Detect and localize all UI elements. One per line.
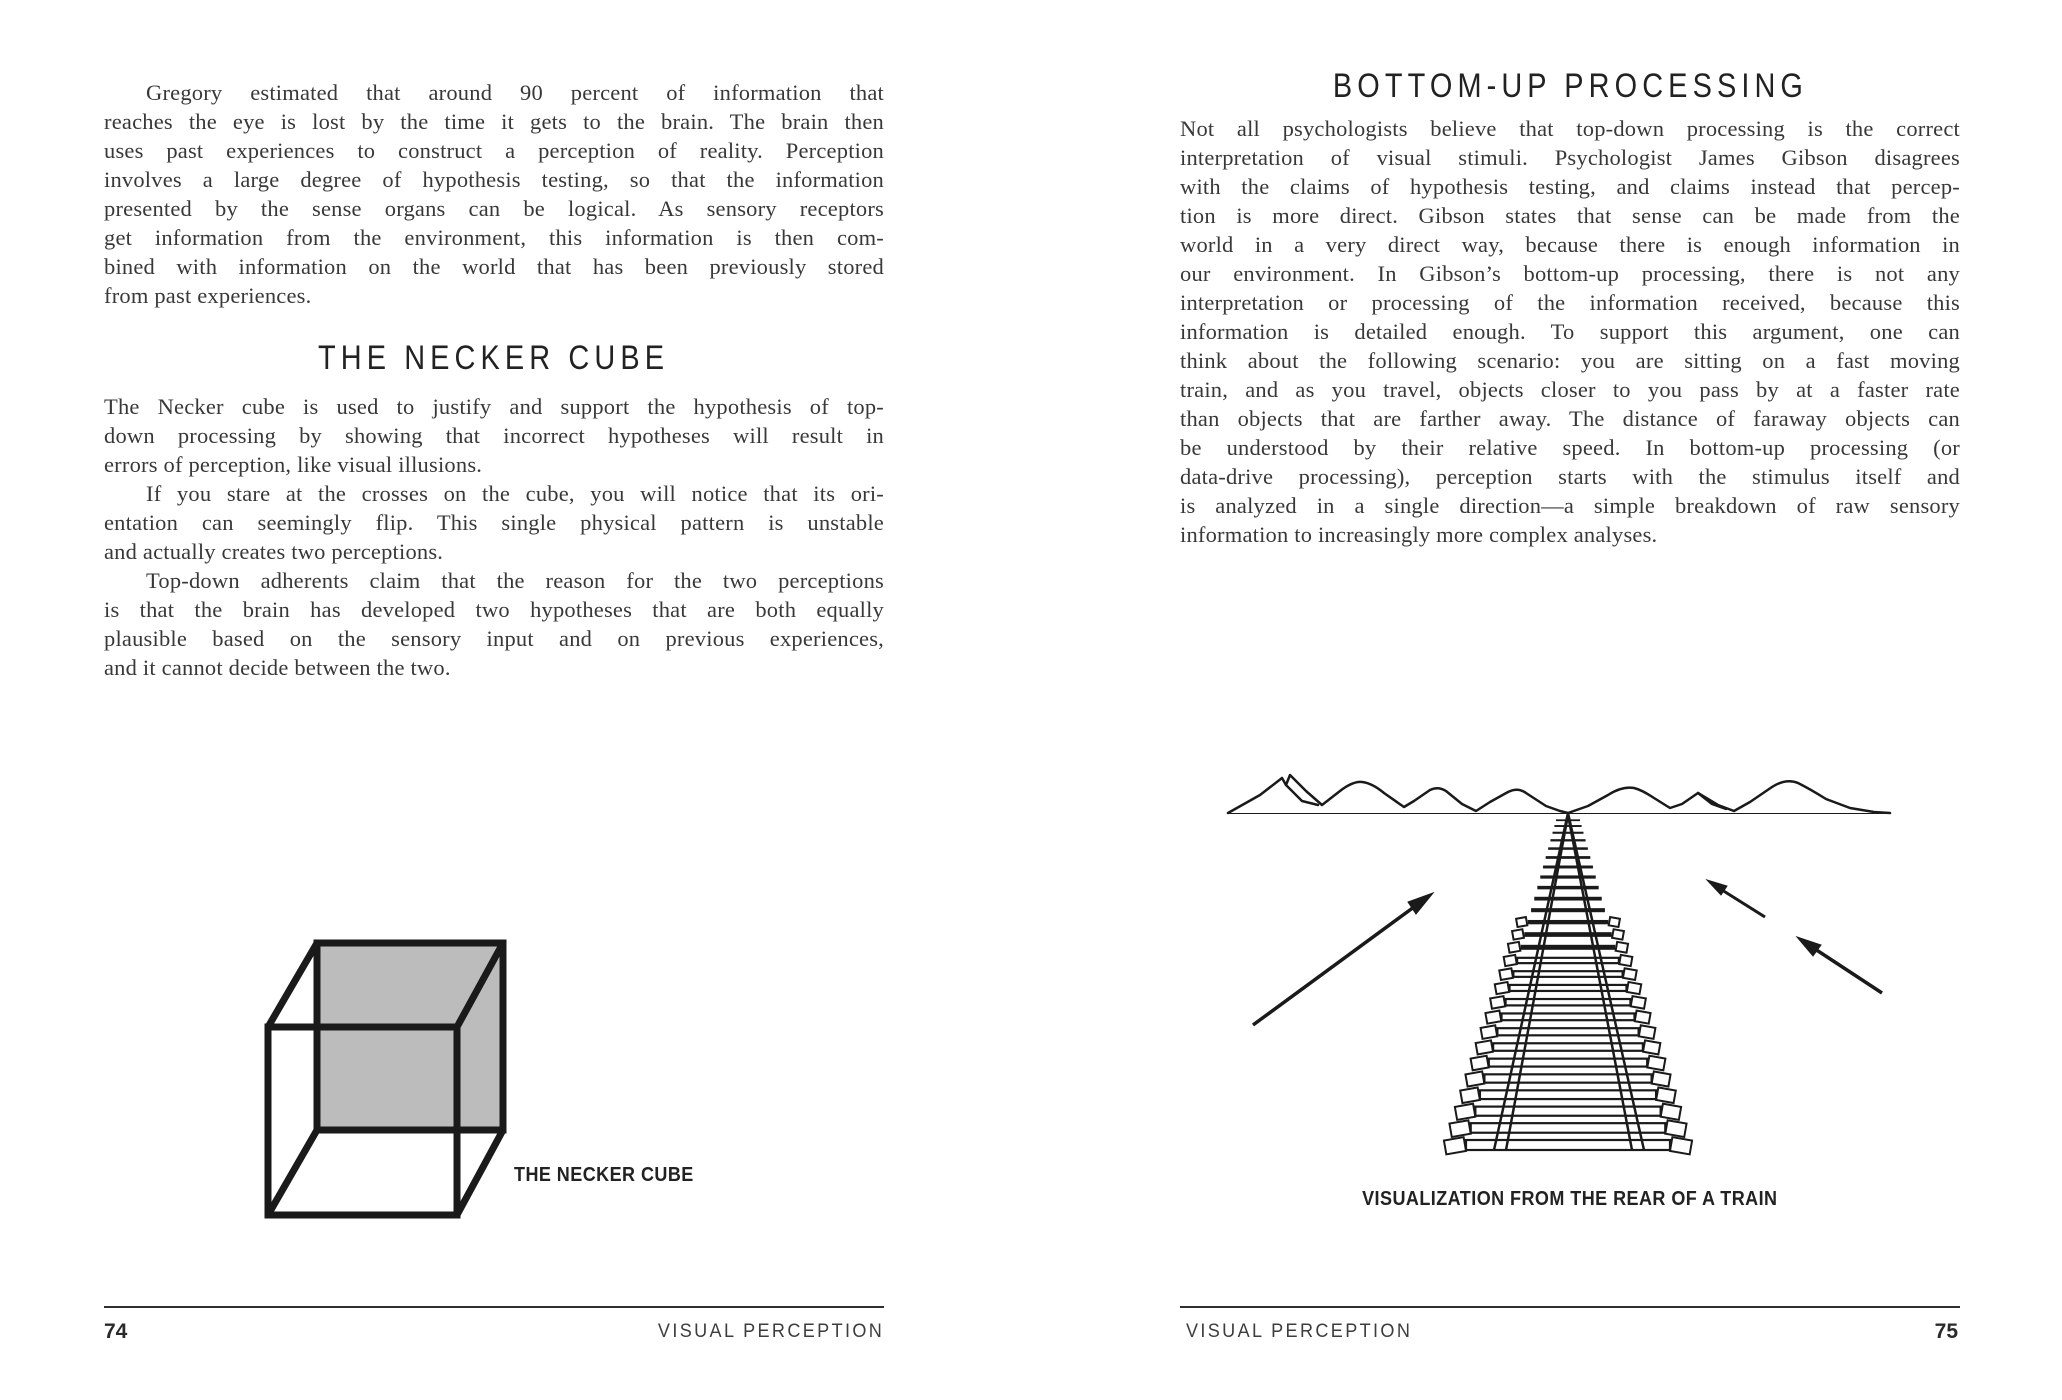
section-heading: THE NECKER CUBE (318, 339, 670, 377)
figure-caption: VISUALIZATION FROM THE REAR OF A TRAIN (1362, 1188, 1778, 1210)
text-line: uses past experiences to construct a perception of reality. Perception (104, 138, 884, 163)
text-line: from past experiences. (104, 283, 312, 308)
text-line: involves a large degree of hypothesis testing, so that the information (104, 167, 884, 192)
mountains-left (1228, 775, 1568, 813)
text-line: interpretation of visual stimuli. Psychologist James Gibson disagrees (1180, 145, 1960, 170)
text-line: Gregory estimated that around 90 percent of information that (146, 80, 884, 105)
footer-rule (1180, 1306, 1960, 1308)
text-line: is that the brain has developed two hypotheses that are both equally (104, 597, 884, 622)
text-line: Top-down adherents claim that the reason for the two perceptions (146, 568, 884, 593)
necker-cube-figure (260, 935, 525, 1227)
arrow-left (1253, 893, 1433, 1025)
footer-rule (104, 1306, 884, 1308)
text-line: information is detailed enough. To support this argument, one can (1180, 319, 1960, 344)
text-line: errors of perception, like visual illusions. (104, 452, 483, 477)
text-line: than objects that are farther away. The distance of faraway objects can (1180, 406, 1960, 431)
text-line: train, and as you travel, objects closer to you pass by at a faster rate (1180, 377, 1960, 402)
text-line: reaches the eye is lost by the time it gets to the brain. The brain then (104, 109, 884, 134)
running-head: VISUAL PERCEPTION (657, 1321, 884, 1342)
text-line: with the claims of hypothesis testing, and claims instead that percep- (1180, 174, 1960, 199)
text-line: think about the following scenario: you are sitting on a fast moving (1180, 348, 1960, 373)
train-track-figure (1190, 760, 1910, 1160)
text-line: and actually creates two perceptions. (104, 539, 444, 564)
text-line: entation can seemingly flip. This single physical pattern is unstable (104, 510, 884, 535)
paragraph (104, 566, 884, 682)
figure-caption: THE NECKER CUBE (514, 1164, 694, 1186)
text-line: The Necker cube is used to justify and support the hypothesis of top- (104, 394, 884, 419)
running-head: VISUAL PERCEPTION (1185, 1321, 1413, 1342)
railroad-ties (1444, 819, 1692, 1154)
paragraph (104, 78, 884, 310)
text-line: Not all psychologists believe that top-down processing is the correct (1180, 116, 1960, 141)
text-line: presented by the sense organs can be logical. As sensory receptors (104, 196, 884, 221)
text-line: information to increasingly more complex analyses. (1180, 522, 1658, 547)
section-heading: BOTTOM-UP PROCESSING (1332, 67, 1808, 105)
paragraph (104, 392, 884, 479)
text-line: get information from the environment, this information is then com- (104, 225, 884, 250)
text-line: world in a very direct way, because there is enough information in (1180, 232, 1960, 257)
text-line: and it cannot decide between the two. (104, 655, 451, 680)
arrow-right-lower (1797, 937, 1882, 993)
text-line: our environment. In Gibson’s bottom-up processing, there is not any (1180, 261, 1960, 286)
text-line: bined with information on the world that has been previously stored (104, 254, 884, 279)
text-line: is analyzed in a single direction—a simple breakdown of raw sensory (1180, 493, 1960, 518)
cube-back-face (317, 943, 503, 1130)
arrow-right-upper (1707, 880, 1765, 917)
text-line: data-drive processing), perception starts with the stimulus itself and (1180, 464, 1960, 489)
text-line: If you stare at the crosses on the cube, you will notice that its ori- (146, 481, 884, 506)
text-line: interpretation or processing of the information received, because this (1180, 290, 1960, 315)
paragraph (1180, 114, 1960, 549)
text-line: be understood by their relative speed. In bottom-up processing (or (1180, 435, 1960, 460)
text-line: down processing by showing that incorrect hypotheses will result in (104, 423, 884, 448)
paragraph (104, 479, 884, 566)
page-number: 74 (104, 1320, 128, 1343)
page-number: 75 (1934, 1320, 1958, 1343)
mountains-right (1568, 781, 1890, 813)
text-line: plausible based on the sensory input and on previous experiences, (104, 626, 884, 651)
text-line: tion is more direct. Gibson states that sense can be made from the (1180, 203, 1960, 228)
